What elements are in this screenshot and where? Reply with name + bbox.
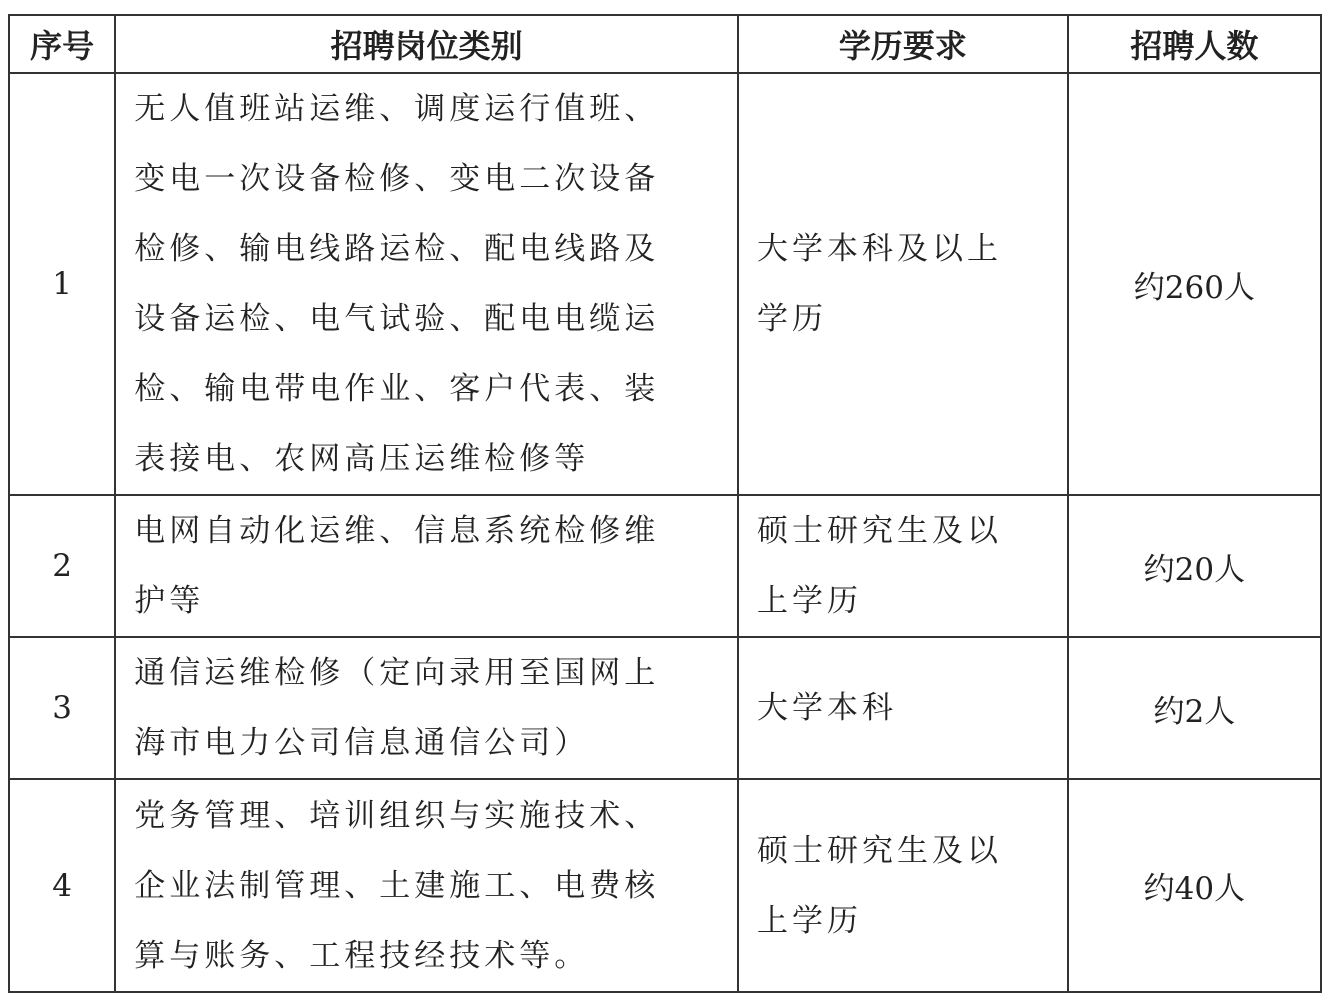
education-line: 上学历	[757, 902, 863, 939]
row-education	[738, 495, 1068, 637]
header-index: 序号	[9, 15, 115, 73]
row-index: 3	[9, 637, 115, 779]
education-line: 大学本科及以上	[757, 231, 1003, 267]
recruitment-table	[8, 14, 1322, 993]
header-education: 学历要求	[738, 15, 1068, 73]
row-positions	[115, 779, 738, 992]
table-row	[9, 73, 1321, 495]
header-count: 招聘人数	[1068, 15, 1321, 73]
row-education	[738, 637, 1068, 779]
education-line: 上学历	[757, 583, 863, 619]
row-education	[738, 73, 1068, 495]
row-positions	[115, 637, 738, 779]
position-line: 护等	[134, 583, 205, 619]
row-index: 1	[9, 73, 115, 495]
row-education	[738, 779, 1068, 992]
header-row	[9, 15, 1321, 73]
row-index: 2	[9, 495, 115, 637]
position-line: 变电一次设备检修、变电二次设备	[134, 161, 660, 197]
position-line: 算与账务、工程技经技术等。	[134, 937, 590, 974]
position-line: 海市电力公司信息通信公司）	[134, 725, 590, 761]
education-line: 硕士研究生及以	[757, 513, 1003, 549]
row-count: 约20人	[1068, 495, 1321, 637]
position-line: 通信运维检修（定向录用至国网上	[134, 655, 660, 691]
table-row	[9, 637, 1321, 779]
education-line: 硕士研究生及以	[757, 832, 1003, 869]
row-count: 约2人	[1068, 637, 1321, 779]
position-line: 无人值班站运维、调度运行值班、	[134, 91, 660, 127]
row-count: 约260人	[1068, 73, 1321, 495]
row-positions	[115, 495, 738, 637]
header-position-category: 招聘岗位类别	[115, 15, 738, 73]
position-line: 检修、输电线路运检、配电线路及	[134, 231, 660, 267]
position-line: 企业法制管理、土建施工、电费核	[134, 867, 660, 904]
table-row	[9, 495, 1321, 637]
position-line: 党务管理、培训组织与实施技术、	[134, 797, 660, 834]
position-line: 设备运检、电气试验、配电电缆运	[134, 301, 660, 337]
position-line: 电网自动化运维、信息系统检修维	[134, 513, 660, 549]
table-row	[9, 779, 1321, 992]
education-line: 学历	[757, 301, 828, 337]
row-positions	[115, 73, 738, 495]
position-line: 检、输电带电作业、客户代表、装	[134, 371, 660, 407]
education-line: 大学本科	[757, 690, 898, 726]
row-count: 约40人	[1068, 779, 1321, 992]
position-line: 表接电、农网高压运维检修等	[134, 441, 590, 477]
row-index: 4	[9, 779, 115, 992]
